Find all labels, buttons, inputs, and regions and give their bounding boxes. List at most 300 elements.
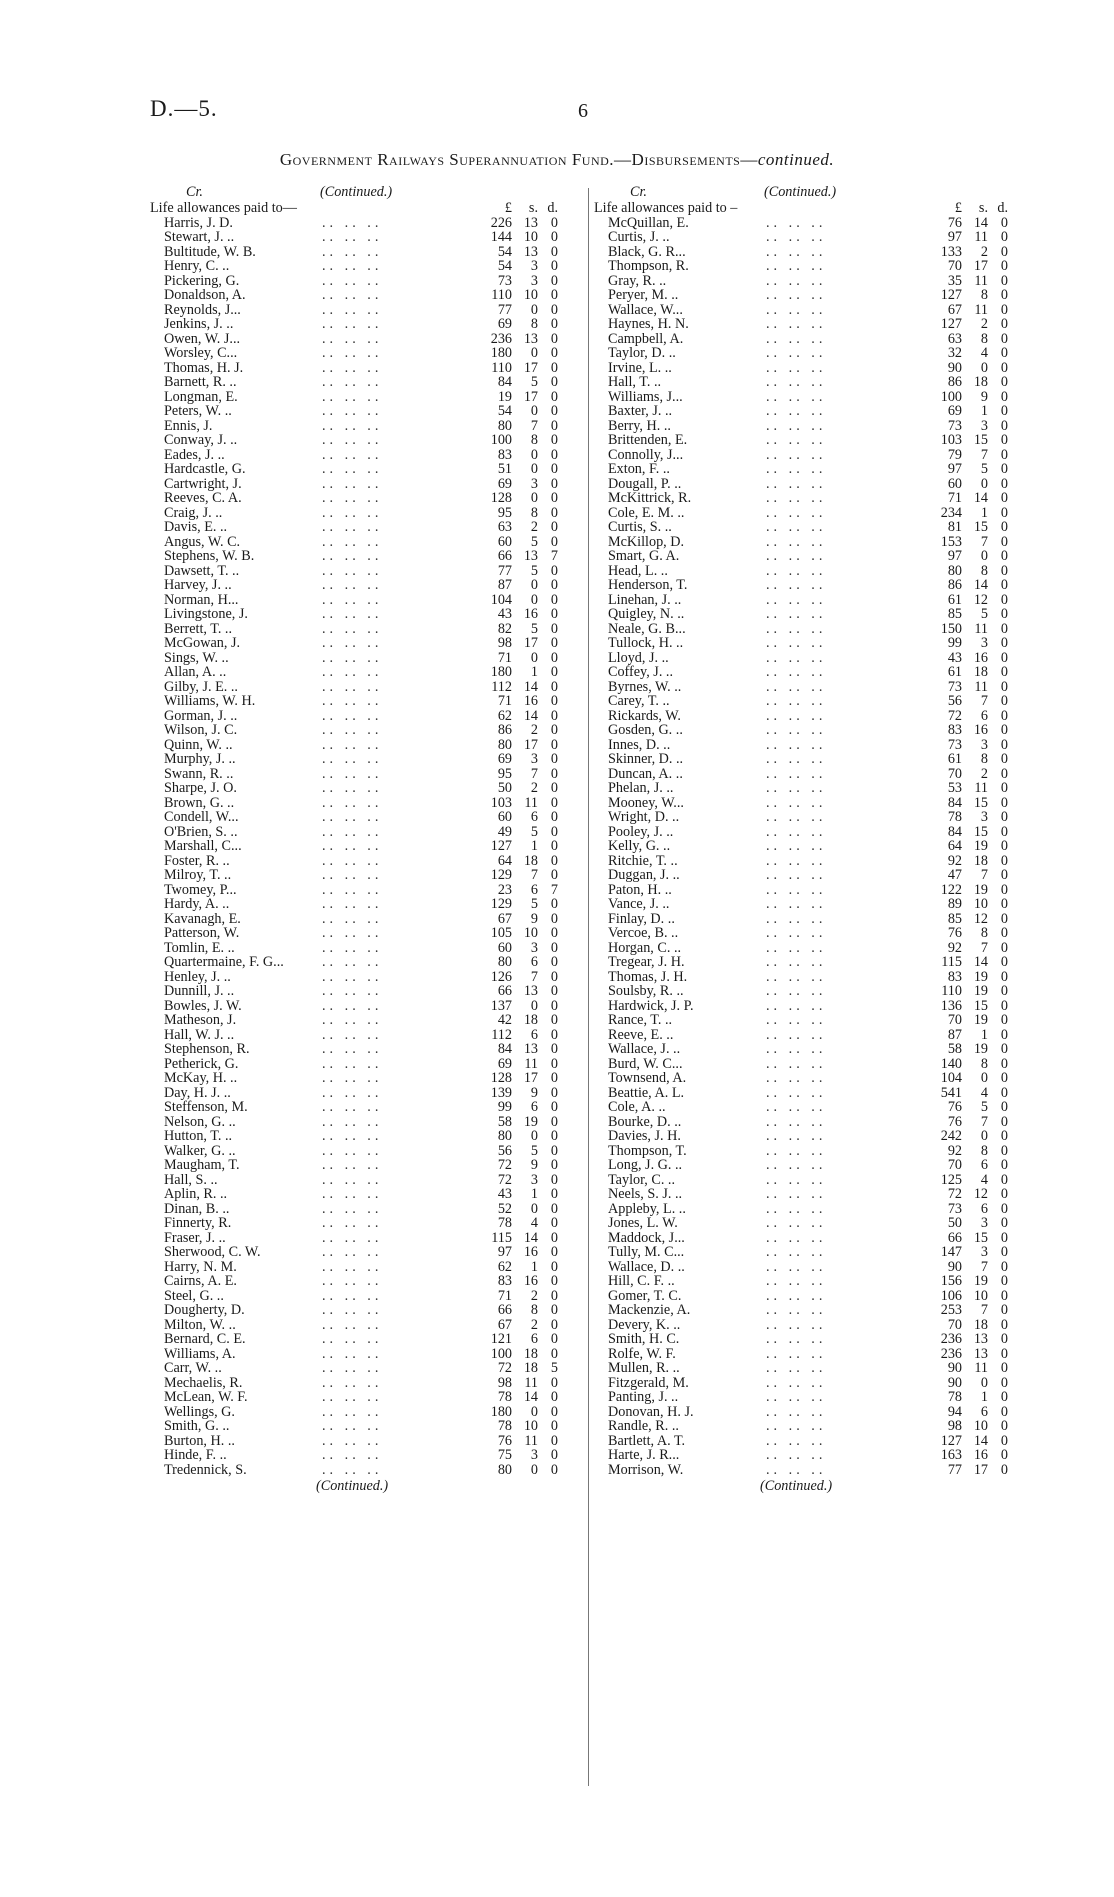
amount-pence: 0 [550, 809, 558, 825]
leader-dots: .. .. .. [766, 838, 827, 854]
allowance-row [150, 578, 590, 593]
allowance-row [594, 375, 1028, 390]
payee-name: Sings, W. .. [164, 649, 229, 666]
allowance-row [594, 1289, 1028, 1304]
leader-dots: .. .. .. [766, 316, 827, 332]
amount-shillings: 6 [530, 881, 538, 898]
amount-pounds: 63 [947, 330, 962, 347]
allowance-row [150, 317, 590, 332]
payee-name: Hill, C. F. .. [608, 1273, 675, 1289]
amount-pence: 0 [1000, 867, 1008, 883]
amount-pounds: 62 [497, 1258, 512, 1275]
allowance-row [150, 984, 590, 999]
payee-name: Cole, A. .. [608, 1099, 666, 1115]
amount-pence: 0 [550, 1041, 558, 1057]
amount-shillings: 10 [523, 925, 538, 941]
payee-name: Dunnill, J. .. [164, 983, 235, 999]
payee-name: Nelson, G. .. [164, 1113, 236, 1130]
allowance-row [594, 1376, 1028, 1391]
allowance-row [594, 1260, 1028, 1275]
payee-name: Petherick, G. [164, 1055, 239, 1072]
leader-dots: .. .. .. [322, 316, 383, 332]
allowance-row [594, 477, 1028, 492]
amount-pounds: 99 [497, 1099, 512, 1115]
leader-dots: .. .. .. [322, 707, 383, 724]
shillings-header: s. [978, 200, 988, 216]
amount-pounds: 53 [947, 780, 962, 796]
cr-label: Cr. [630, 184, 647, 200]
amount-shillings: 8 [980, 925, 988, 941]
amount-pence: 0 [1000, 1331, 1008, 1347]
amount-shillings: 18 [973, 852, 988, 869]
payee-name: Fitzgerald, M. [608, 1374, 689, 1391]
amount-pence: 0 [1000, 1461, 1008, 1478]
leader-dots: .. .. .. [766, 446, 827, 463]
amount-pounds: 72 [497, 1157, 512, 1173]
amount-pence: 0 [1000, 1055, 1008, 1072]
amount-pounds: 92 [947, 852, 962, 869]
leader-dots: .. .. .. [766, 881, 827, 898]
amount-pounds: 73 [497, 272, 512, 289]
allowance-row [150, 767, 590, 782]
amount-pence: 0 [1000, 794, 1008, 811]
payee-name: Fraser, J. .. [164, 1229, 226, 1246]
amount-pence: 0 [550, 1345, 558, 1362]
payee-name: Dougall, P. .. [608, 475, 682, 492]
allowance-row [150, 375, 590, 390]
leader-dots: .. .. .. [766, 794, 827, 811]
amount-shillings: 10 [973, 896, 988, 912]
amount-shillings: 8 [980, 1142, 988, 1159]
leader-dots: .. .. .. [766, 707, 827, 724]
amount-shillings: 13 [973, 1331, 988, 1347]
amount-pounds: 100 [490, 432, 512, 448]
amount-pounds: 78 [947, 1389, 962, 1405]
leader-dots: .. .. .. [322, 910, 383, 927]
amount-shillings: 5 [530, 620, 538, 637]
amount-pence: 0 [1000, 1186, 1008, 1202]
payee-name: Thomas, H. J. [164, 359, 244, 376]
amount-shillings: 12 [973, 591, 988, 608]
leader-dots: .. .. .. [322, 562, 383, 579]
leader-dots: .. .. .. [766, 722, 827, 738]
payee-name: Peters, W. .. [164, 403, 232, 419]
allowance-row [150, 1419, 590, 1434]
payee-name: Burd, W. C... [608, 1055, 683, 1072]
payee-name: Kavanagh, E. [164, 910, 241, 927]
amount-shillings: 8 [980, 562, 988, 579]
amount-pence: 0 [1000, 939, 1008, 956]
leader-dots: .. .. .. [322, 504, 383, 521]
allowance-row [150, 1115, 590, 1130]
leader-dots: .. .. .. [766, 591, 827, 608]
allowance-row [150, 549, 590, 564]
amount-pounds: 69 [947, 403, 962, 419]
amount-shillings: 18 [523, 852, 538, 869]
amount-pence: 0 [1000, 1302, 1008, 1318]
allowance-row [594, 274, 1028, 289]
payee-name: Twomey, P... [164, 881, 237, 898]
allowance-row [594, 868, 1028, 883]
payee-name: Byrnes, W. .. [608, 678, 682, 695]
amount-shillings: 18 [523, 1360, 538, 1376]
leader-dots: .. .. .. [322, 287, 383, 303]
amount-pounds: 71 [497, 649, 512, 666]
allowance-row [594, 1405, 1028, 1420]
amount-shillings: 0 [980, 1128, 988, 1144]
allowance-row [594, 1216, 1028, 1231]
allowance-row [594, 1303, 1028, 1318]
payee-name: Neels, S. J. .. [608, 1186, 683, 1202]
allowance-row [150, 738, 590, 753]
leader-dots: .. .. .. [766, 635, 827, 651]
payee-name: Harris, J. D. [164, 214, 233, 231]
amount-pence: 0 [550, 330, 558, 347]
amount-pence: 0 [550, 533, 558, 550]
leader-dots: .. .. .. [322, 1389, 383, 1405]
payee-name: Finnerty, R. [164, 1215, 232, 1231]
page-title [0, 150, 1114, 170]
amount-pence: 0 [550, 345, 558, 361]
allowance-row [150, 912, 590, 927]
amount-pence: 0 [550, 1258, 558, 1275]
amount-pounds: 69 [497, 1055, 512, 1072]
payee-name: Bourke, D. .. [608, 1113, 682, 1130]
amount-pounds: 66 [497, 548, 512, 564]
leader-dots: .. .. .. [322, 1171, 383, 1188]
amount-pounds: 97 [947, 548, 962, 564]
amount-pounds: 72 [497, 1360, 512, 1376]
amount-pence: 0 [1000, 1041, 1008, 1057]
amount-pounds: 90 [947, 359, 962, 376]
allowance-row [150, 1245, 590, 1260]
leader-dots: .. .. .. [322, 794, 383, 811]
amount-shillings: 16 [973, 722, 988, 738]
allowance-row [594, 1013, 1028, 1028]
amount-pounds: 75 [497, 1447, 512, 1463]
payee-name: Reeves, C. A. [164, 490, 242, 506]
amount-shillings: 11 [974, 620, 988, 637]
amount-pence: 0 [550, 1142, 558, 1159]
amount-pence: 0 [1000, 403, 1008, 419]
allowance-row [150, 781, 590, 796]
leader-dots: .. .. .. [322, 852, 383, 869]
amount-pounds: 56 [947, 693, 962, 709]
leader-dots: .. .. .. [766, 403, 827, 419]
amount-pounds: 70 [947, 765, 962, 782]
amount-shillings: 0 [530, 403, 538, 419]
payee-name: Morrison, W. [608, 1461, 684, 1478]
amount-shillings: 14 [523, 707, 538, 724]
leader-dots: .. .. .. [766, 606, 827, 622]
payee-name: Appleby, L. .. [608, 1200, 686, 1217]
amount-pounds: 83 [947, 722, 962, 738]
payee-name: Steffenson, M. [164, 1099, 248, 1115]
leader-dots: .. .. .. [322, 1403, 383, 1420]
leader-dots: .. .. .. [322, 1055, 383, 1072]
amount-pence: 0 [1000, 316, 1008, 332]
payee-name: Gomer, T. C. [608, 1287, 682, 1304]
continued-footer: (Continued.) [316, 1478, 389, 1494]
payee-name: Smith, H. C. [608, 1331, 680, 1347]
amount-pounds: 129 [490, 896, 512, 912]
allowance-row [594, 1071, 1028, 1086]
payee-name: Reynolds, J... [164, 301, 241, 318]
amount-shillings: 10 [523, 287, 538, 303]
amount-shillings: 0 [980, 475, 988, 492]
leader-dots: .. .. .. [766, 1229, 827, 1246]
payee-name: Duggan, J. .. [608, 867, 680, 883]
amount-pence: 0 [550, 1273, 558, 1289]
amount-pence: 0 [550, 736, 558, 753]
leader-dots: .. .. .. [322, 548, 383, 564]
amount-pence: 0 [550, 1200, 558, 1217]
leader-dots: .. .. .. [766, 1374, 827, 1391]
amount-pence: 0 [1000, 432, 1008, 448]
allowance-row [150, 694, 590, 709]
payee-name: Mackenzie, A. [608, 1302, 691, 1318]
amount-pounds: 128 [490, 490, 512, 506]
leader-dots: .. .. .. [766, 272, 827, 289]
leader-dots: .. .. .. [322, 1041, 383, 1057]
amount-pence: 0 [550, 693, 558, 709]
leader-dots: .. .. .. [766, 287, 827, 303]
amount-pounds: 83 [947, 968, 962, 985]
payee-name: McKillop, D. [608, 533, 685, 550]
allowance-row [150, 1260, 590, 1275]
amount-shillings: 15 [973, 1229, 988, 1246]
amount-pence: 0 [550, 1012, 558, 1028]
amount-shillings: 18 [973, 664, 988, 680]
leader-dots: .. .. .. [322, 620, 383, 637]
amount-shillings: 2 [530, 519, 538, 535]
payee-name: Devery, K. .. [608, 1316, 681, 1333]
amount-shillings: 17 [523, 1070, 538, 1086]
amount-pounds: 112 [491, 678, 512, 695]
amount-pence: 0 [1000, 330, 1008, 347]
amount-pence: 0 [1000, 301, 1008, 318]
payee-name: Hall, S. .. [164, 1171, 218, 1188]
amount-shillings: 3 [980, 417, 988, 434]
pence-header: d. [547, 200, 558, 216]
amount-shillings: 8 [980, 751, 988, 767]
allowance-row [594, 1115, 1028, 1130]
payee-name: Head, L. .. [608, 562, 668, 579]
amount-shillings: 10 [523, 229, 538, 245]
amount-pence: 0 [1000, 1012, 1008, 1028]
amount-pence: 0 [1000, 1099, 1008, 1115]
allowance-row [594, 651, 1028, 666]
amount-shillings: 3 [530, 939, 538, 956]
leader-dots: .. .. .. [766, 997, 827, 1014]
leader-dots: .. .. .. [322, 301, 383, 318]
allowance-row [594, 738, 1028, 753]
leader-dots: .. .. .. [766, 1200, 827, 1217]
leader-dots: .. .. .. [322, 214, 383, 231]
leader-dots: .. .. .. [322, 635, 383, 651]
allowance-rows [594, 216, 1028, 1478]
amount-shillings: 3 [980, 1244, 988, 1260]
amount-pence: 0 [1000, 1171, 1008, 1188]
amount-pence: 0 [550, 1070, 558, 1086]
payee-name: Thompson, R. [608, 258, 689, 274]
amount-shillings: 5 [530, 823, 538, 840]
allowance-row [150, 636, 590, 651]
allowance-row [150, 1448, 590, 1463]
amount-pounds: 85 [947, 606, 962, 622]
amount-pence: 0 [1000, 1273, 1008, 1289]
amount-shillings: 0 [980, 359, 988, 376]
amount-pence: 0 [550, 475, 558, 492]
amount-pence: 0 [1000, 591, 1008, 608]
amount-pence: 0 [550, 1128, 558, 1144]
allowance-row [594, 1202, 1028, 1217]
amount-pounds: 76 [947, 1113, 962, 1130]
amount-shillings: 18 [973, 374, 988, 390]
amount-pounds: 77 [497, 301, 512, 318]
amount-pence: 0 [550, 939, 558, 956]
amount-shillings: 6 [530, 1331, 538, 1347]
amount-pence: 0 [550, 258, 558, 274]
amount-pounds: 236 [490, 330, 512, 347]
allowance-row [594, 883, 1028, 898]
allowance-row [150, 1202, 590, 1217]
allowance-row [150, 1303, 590, 1318]
allowance-row [594, 796, 1028, 811]
amount-pounds: 60 [497, 939, 512, 956]
leader-dots: .. .. .. [766, 664, 827, 680]
amount-pence: 0 [550, 417, 558, 434]
amount-shillings: 3 [530, 272, 538, 289]
amount-pounds: 70 [947, 1316, 962, 1333]
amount-pence: 0 [550, 751, 558, 767]
amount-pence: 0 [1000, 359, 1008, 376]
allowance-row [150, 288, 590, 303]
pounds-header: £ [954, 200, 962, 216]
payee-name: Randle, R. .. [608, 1418, 679, 1434]
payee-name: Hardwick, J. P. [608, 997, 694, 1014]
amount-pence: 0 [550, 823, 558, 840]
amount-pounds: 180 [490, 345, 512, 361]
allowance-row [594, 535, 1028, 550]
payee-name: Skinner, D. .. [608, 751, 684, 767]
amount-shillings: 19 [973, 881, 988, 898]
leader-dots: .. .. .. [766, 1055, 827, 1072]
amount-pounds: 97 [947, 229, 962, 245]
amount-shillings: 14 [973, 490, 988, 506]
amount-pounds: 83 [497, 1273, 512, 1289]
amount-pounds: 61 [947, 751, 962, 767]
amount-pence: 0 [1000, 896, 1008, 912]
amount-shillings: 0 [530, 591, 538, 608]
allowance-row [150, 1129, 590, 1144]
payee-name: Irvine, L. .. [608, 359, 672, 376]
amount-pence: 0 [550, 997, 558, 1014]
amount-shillings: 1 [980, 1389, 988, 1405]
amount-pence: 0 [550, 287, 558, 303]
allowance-row [150, 854, 590, 869]
payee-name: Rickards, W. [608, 707, 681, 724]
leader-dots: .. .. .. [322, 997, 383, 1014]
payee-name: Craig, J. .. [164, 504, 223, 521]
payee-name: Gorman, J. .. [164, 707, 238, 724]
amount-pounds: 79 [947, 446, 962, 463]
amount-shillings: 7 [980, 867, 988, 883]
amount-shillings: 18 [973, 1316, 988, 1333]
amount-pence: 0 [1000, 533, 1008, 550]
allowance-row [594, 593, 1028, 608]
amount-pounds: 78 [497, 1418, 512, 1434]
amount-pence: 0 [1000, 780, 1008, 796]
amount-pence: 0 [1000, 1258, 1008, 1275]
amount-pounds: 69 [497, 751, 512, 767]
amount-pence: 0 [550, 1287, 558, 1304]
payee-name: Cole, E. M. .. [608, 504, 685, 521]
leader-dots: .. .. .. [322, 1316, 383, 1333]
amount-pence: 0 [1000, 1200, 1008, 1217]
leader-dots: .. .. .. [322, 896, 383, 912]
allowance-row [594, 1187, 1028, 1202]
amount-pence: 0 [1000, 1418, 1008, 1434]
amount-pence: 0 [550, 1331, 558, 1347]
payee-name: Jenkins, J. .. [164, 316, 234, 332]
allowance-row [150, 1289, 590, 1304]
leader-dots: .. .. .. [322, 475, 383, 492]
amount-pence: 7 [550, 548, 558, 564]
payee-name: Wallace, D. .. [608, 1258, 685, 1275]
leader-dots: .. .. .. [322, 968, 383, 985]
payee-name: Pooley, J. .. [608, 823, 674, 840]
payee-name: Ritchie, T. .. [608, 852, 678, 869]
amount-pounds: 64 [497, 852, 512, 869]
column-head [150, 185, 590, 201]
amount-pence: 0 [550, 562, 558, 579]
amount-pence: 0 [1000, 1244, 1008, 1260]
allowance-row [150, 1231, 590, 1246]
amount-pounds: 95 [497, 765, 512, 782]
leader-dots: .. .. .. [322, 925, 383, 941]
allowance-row [150, 1057, 590, 1072]
leader-dots: .. .. .. [322, 1099, 383, 1115]
payee-name: Thompson, T. [608, 1142, 687, 1159]
allowance-row [150, 1318, 590, 1333]
leader-dots: .. .. .. [766, 925, 827, 941]
leader-dots: .. .. .. [322, 258, 383, 274]
leader-dots: .. .. .. [322, 374, 383, 390]
amount-shillings: 11 [974, 301, 988, 318]
allowance-row [150, 274, 590, 289]
amount-pence: 0 [550, 229, 558, 245]
allowance-row [150, 1173, 590, 1188]
allowance-row [594, 926, 1028, 941]
amount-shillings: 2 [530, 1287, 538, 1304]
amount-pence: 0 [1000, 997, 1008, 1014]
leader-dots: .. .. .. [322, 359, 383, 376]
leader-dots: .. .. .. [322, 577, 383, 593]
allowance-row [594, 970, 1028, 985]
amount-pence: 0 [1000, 287, 1008, 303]
amount-shillings: 3 [530, 1447, 538, 1463]
allowance-row [150, 448, 590, 463]
amount-pence: 0 [550, 1084, 558, 1101]
amount-pence: 0 [1000, 736, 1008, 753]
amount-pounds: 139 [490, 1084, 512, 1101]
allowance-row [150, 390, 590, 405]
payee-name: Stephenson, R. [164, 1041, 250, 1057]
amount-pounds: 51 [497, 461, 512, 477]
payee-name: Exton, F. .. [608, 461, 670, 477]
amount-pounds: 98 [497, 635, 512, 651]
